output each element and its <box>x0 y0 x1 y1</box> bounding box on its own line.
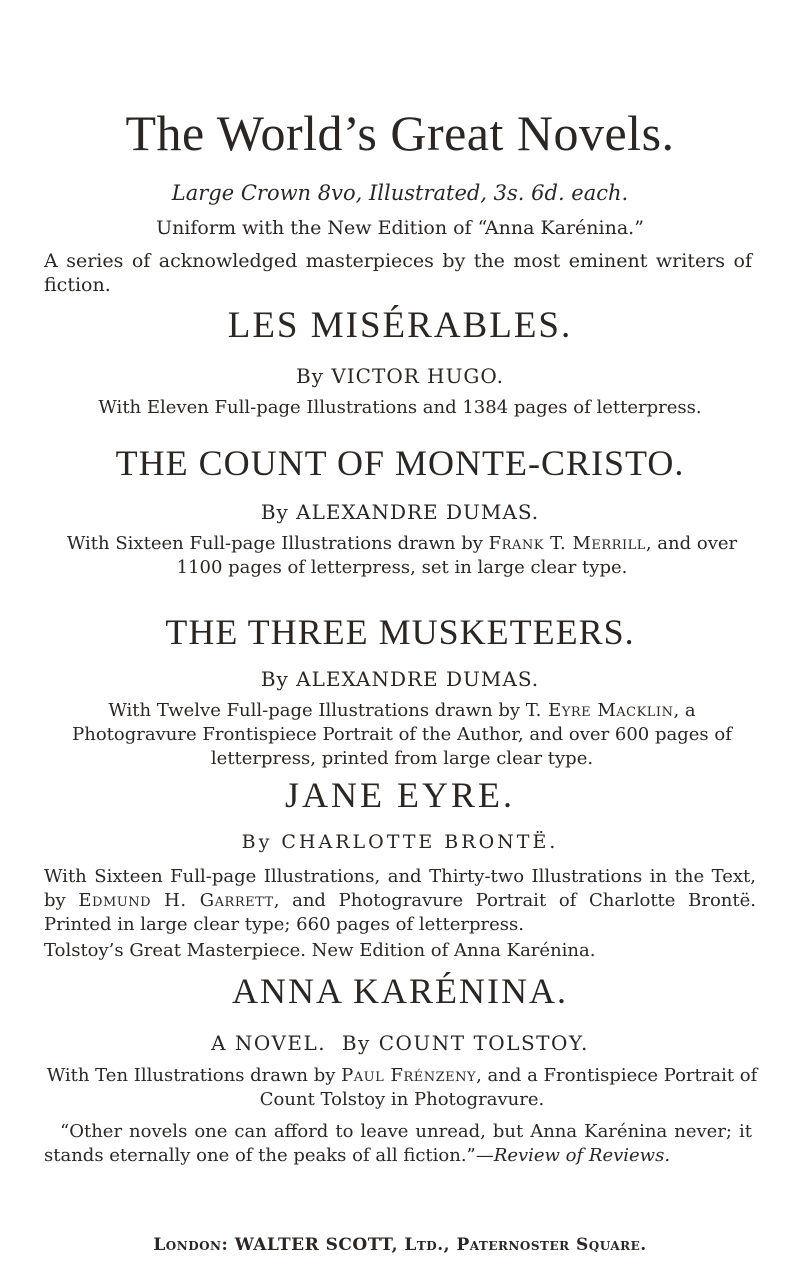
illustrator-name: T. Eyre Macklin <box>525 700 674 721</box>
uniform-edition-note: Uniform with the New Edition of “Anna Karénina.” <box>156 217 644 239</box>
book-author-three-musketeers: By ALEXANDRE DUMAS. <box>260 667 540 691</box>
book-title-anna-karenina: ANNA KARÉNINA. <box>232 971 568 1011</box>
anna-karenina-intro: Tolstoy’s Great Masterpiece. New Edition of Anna Karénina. <box>44 940 596 961</box>
series-description: A series of acknowledged masterpieces by the most eminent writers of fiction. <box>44 250 752 296</box>
review-source: —Review of Reviews. <box>475 1145 671 1166</box>
book-author-monte-cristo: By ALEXANDRE DUMAS. <box>260 500 540 524</box>
book-author-jane-eyre: By CHARLOTTE BRONTË. <box>241 831 559 853</box>
illustrator-name: Frank T. Merrill <box>488 533 646 554</box>
page-title: The World’s Great Novels. <box>125 105 675 161</box>
book-title-three-musketeers: THE THREE MUSKETEERS. <box>165 612 635 652</box>
illustrator-name: Edmund H. Garrett <box>78 890 274 911</box>
book-author-anna-karenina: A NOVEL. By COUNT TOLSTOY. <box>211 1031 589 1055</box>
book-title-les-miserables: LES MISÉRABLES. <box>227 305 573 346</box>
book-desc-three-musketeers: With Twelve Full-page Illustrations drawn by T. Eyre Macklin, a Photogravure Frontispiece Portrait of the Author, and over 600 pages of letterpress, printed from large clear type. <box>72 700 732 769</box>
edition-format: Large Crown 8vo, Illustrated, 3s. 6d. each. <box>171 181 629 205</box>
book-title-jane-eyre: JANE EYRE. <box>285 775 515 815</box>
book-desc-jane-eyre: With Sixteen Full-page Illustrations, and Thirty-two Illustrations in the Text, by Edmund H. Garrett, and Photogravure Portrait of Charlotte Brontë. Printed in large clear type; 660 pages of letterpress. <box>44 866 756 935</box>
publisher-imprint: London: WALTER SCOTT, Ltd., Paternoster Square. <box>153 1235 647 1255</box>
review-quote: “Other novels one can afford to leave unread, but Anna Karénina never; it stands eternally one of the peaks of all fiction.”—Review of Reviews. <box>44 1121 752 1166</box>
book-desc-monte-cristo: With Sixteen Full-page Illustrations drawn by Frank T. Merrill, and over 1100 pages of letterpress, set in large clear type. <box>66 533 738 578</box>
book-desc-anna-karenina: With Ten Illustrations drawn by Paul Frénzeny, and a Frontispiece Portrait of Count Tolstoy in Photogravure. <box>46 1065 758 1110</box>
book-title-monte-cristo: THE COUNT OF MONTE-CRISTO. <box>115 443 685 483</box>
illustrator-name: Paul Frénzeny <box>341 1065 477 1086</box>
book-author-les-miserables: By VICTOR HUGO. <box>295 364 504 388</box>
book-desc-les-miserables: With Eleven Full-page Illustrations and 1384 pages of letterpress. <box>98 397 702 418</box>
